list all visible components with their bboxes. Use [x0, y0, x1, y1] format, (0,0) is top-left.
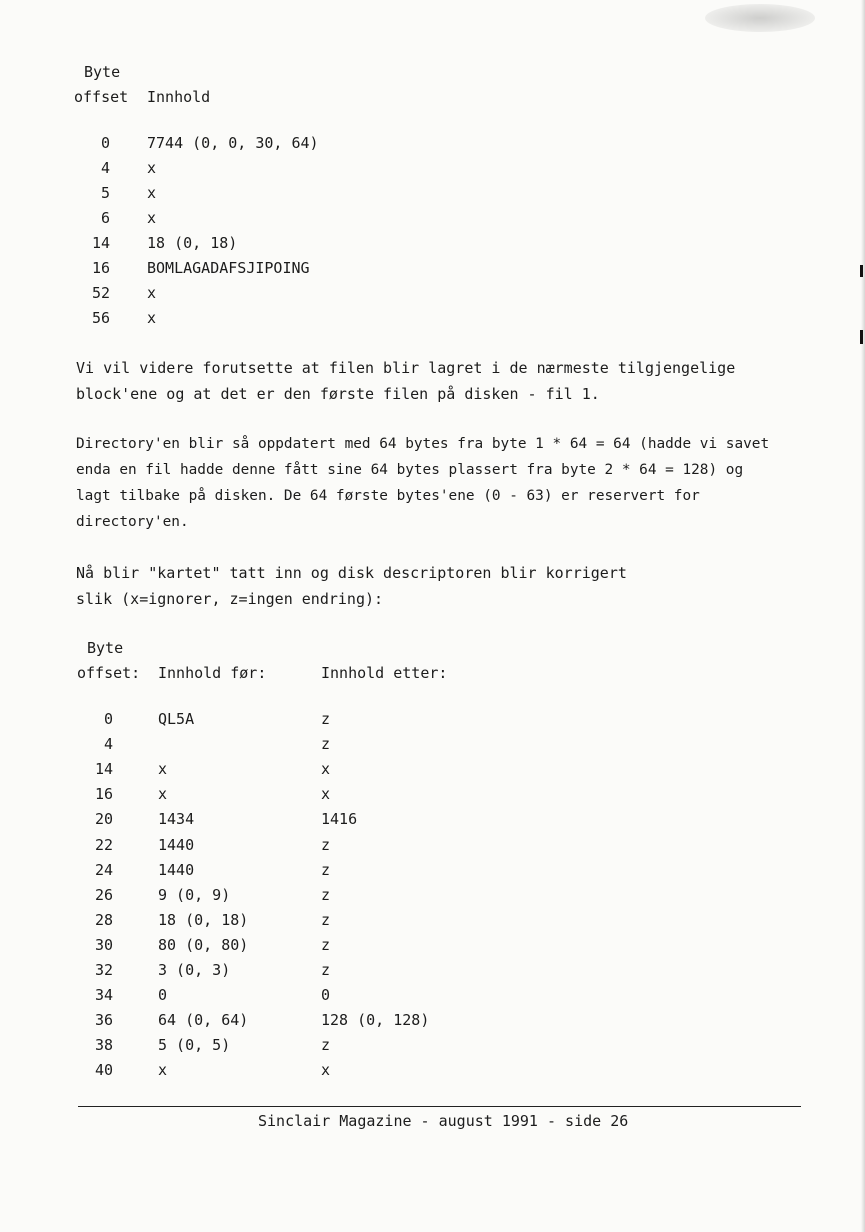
byte-offset: 28: [94, 910, 113, 929]
table2-header-after: Innhold etter:: [321, 664, 448, 682]
content-before: 80 (0, 80): [158, 935, 249, 954]
paragraph-line: Nå blir "kartet" tatt inn og disk descriptoren blir korrigert: [76, 564, 627, 582]
byte-offset: 16: [91, 259, 110, 277]
byte-offset: 26: [94, 885, 113, 904]
content-value: BOMLAGADAFSJIPOING: [147, 259, 310, 277]
byte-offset: 4: [103, 735, 113, 754]
byte-offset: 36: [94, 1011, 113, 1030]
byte-offset: 52: [91, 284, 110, 302]
content-before: 3 (0, 3): [158, 961, 231, 979]
table1-header-content: Innhold: [147, 88, 211, 106]
paragraph-line: block'ene og at det er den første filen på disken - fil 1.: [76, 385, 600, 403]
table1-row: [0, 184, 865, 209]
table2-row: [0, 986, 865, 1011]
content-before: 1440: [158, 835, 195, 854]
byte-offset: 56: [91, 309, 110, 327]
table2-row: [0, 735, 865, 760]
content-after: 0: [321, 986, 331, 1005]
table2-row: [0, 911, 865, 936]
table2-row: [0, 810, 865, 835]
table2-row: [0, 836, 865, 861]
paragraph-line: enda en fil hadde denne fått sine 64 bytes plassert fra byte 2 * 64 = 128) og: [76, 462, 744, 478]
byte-offset: 14: [91, 234, 110, 252]
byte-offset: 5: [100, 184, 110, 202]
content-after: z: [321, 961, 331, 979]
content-after: x: [321, 785, 331, 804]
content-before: QL5A: [158, 710, 195, 728]
content-before: 0: [158, 986, 168, 1005]
content-value: x: [147, 209, 157, 227]
table2-row: [0, 760, 865, 785]
paragraph-line: Directory'en blir så oppdatert med 64 bytes fra byte 1 * 64 = 64 (hadde vi savet: [76, 436, 770, 452]
byte-offset: 22: [94, 835, 113, 854]
byte-offset: 24: [94, 860, 113, 879]
byte-offset: 34: [94, 986, 113, 1005]
paragraph-line: slik (x=ignorer, z=ingen endring):: [76, 590, 384, 608]
table2-row: [0, 961, 865, 986]
content-value: 7744 (0, 0, 30, 64): [147, 134, 319, 152]
content-before: 5 (0, 5): [158, 1036, 231, 1055]
paragraph-line: Vi vil videre forutsette at filen blir lagret i de nærmeste tilgjengelige: [76, 359, 736, 377]
byte-offset: 0: [103, 710, 113, 728]
content-after: x: [321, 760, 331, 779]
byte-offset: 6: [100, 209, 110, 227]
content-before: 9 (0, 9): [158, 885, 231, 904]
content-after: 128 (0, 128): [321, 1011, 430, 1030]
content-value: x: [147, 184, 157, 202]
table1-row: [0, 234, 865, 259]
table2-header-byte: Byte: [87, 639, 124, 657]
paragraph-line: lagt tilbake på disken. De 64 første bytes'ene (0 - 63) er reservert for: [76, 488, 700, 504]
paragraph-2: [76, 431, 796, 535]
content-value: x: [147, 159, 157, 177]
content-before: 18 (0, 18): [158, 910, 249, 929]
content-before: 1434: [158, 810, 195, 829]
content-after: z: [321, 735, 331, 754]
byte-offset: 30: [94, 935, 113, 954]
scan-smudge: [705, 4, 815, 32]
table2-row: [0, 1036, 865, 1061]
table1-header-offset: offset: [74, 88, 129, 106]
byte-offset: 16: [94, 785, 113, 804]
byte-offset: 14: [94, 760, 113, 779]
content-value: x: [147, 284, 157, 302]
table1-row: [0, 134, 865, 159]
paragraph-line: directory'en.: [76, 514, 189, 530]
byte-offset: 32: [94, 961, 113, 979]
table2-row: [0, 861, 865, 886]
table2-row: [0, 1011, 865, 1036]
table1-row: [0, 284, 865, 309]
footer-text: Sinclair Magazine - august 1991 - side 26: [258, 1112, 629, 1130]
footer-rule: [78, 1106, 801, 1107]
content-after: 1416: [321, 810, 358, 829]
table2-header-before: Innhold før:: [158, 664, 267, 682]
table1-row: [0, 259, 865, 284]
content-before: x: [158, 785, 168, 804]
content-value: x: [147, 309, 157, 327]
paragraph-3: [76, 560, 796, 612]
content-after: x: [321, 1061, 331, 1080]
content-before: x: [158, 760, 168, 779]
content-after: z: [321, 1036, 331, 1055]
content-after: z: [321, 710, 331, 728]
content-before: 1440: [158, 860, 195, 879]
content-before: x: [158, 1061, 168, 1080]
content-after: z: [321, 860, 331, 879]
paragraph-1: [76, 355, 796, 407]
content-value: 18 (0, 18): [147, 234, 238, 252]
byte-offset: 20: [94, 810, 113, 829]
table2-row: [0, 936, 865, 961]
content-after: z: [321, 935, 331, 954]
content-before: 64 (0, 64): [158, 1011, 249, 1030]
table2-row: [0, 886, 865, 911]
byte-offset: 4: [100, 159, 110, 177]
table1-header-byte: Byte: [84, 63, 121, 81]
table2-row: [0, 710, 865, 735]
table1-row: [0, 309, 865, 334]
table1-row: [0, 159, 865, 184]
table2-row: [0, 785, 865, 810]
content-after: z: [321, 835, 331, 854]
table2-row: [0, 1061, 865, 1086]
table1-row: [0, 209, 865, 234]
content-after: z: [321, 910, 331, 929]
byte-offset: 38: [94, 1036, 113, 1055]
byte-offset: 40: [94, 1061, 113, 1080]
byte-offset: 0: [100, 134, 110, 152]
table2-header-offset: offset:: [77, 664, 141, 682]
content-after: z: [321, 885, 331, 904]
